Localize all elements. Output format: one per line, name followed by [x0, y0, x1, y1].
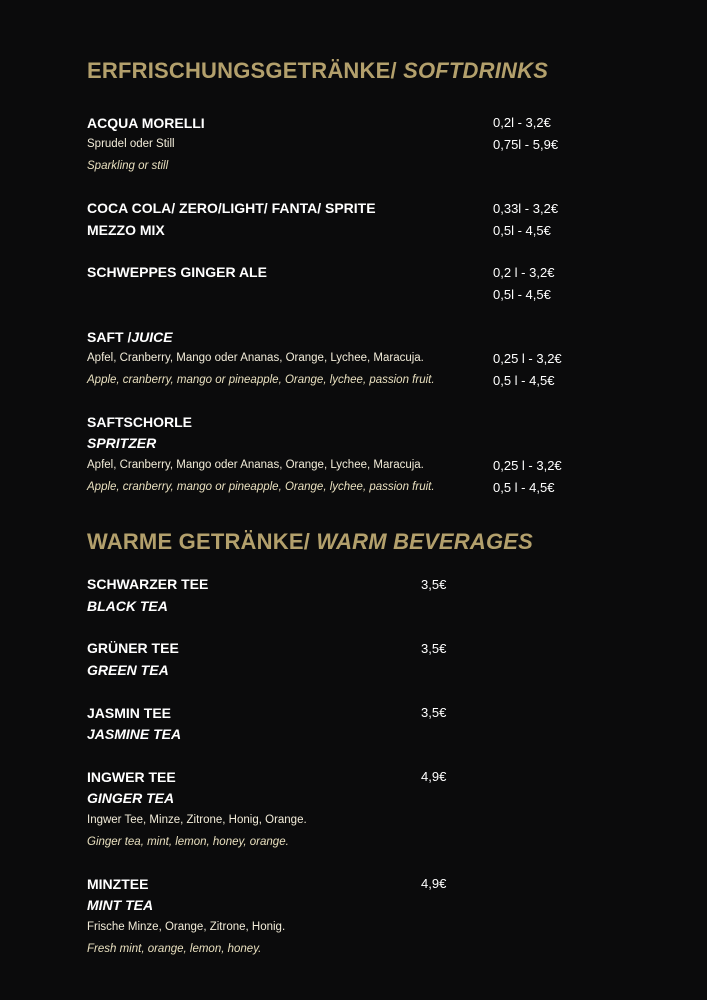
item-name-en: JASMINE TEA	[87, 726, 182, 742]
item-price: 4,9€	[421, 769, 447, 784]
item-price: 0,2l - 3,2€	[493, 115, 551, 130]
item-price: 0,5 l - 4,5€	[493, 373, 555, 388]
item-desc-de: Ingwer Tee, Minze, Zitrone, Honig, Orange.	[87, 814, 307, 826]
item-name-en: SPRITZER	[87, 435, 157, 451]
item-desc-en: Apple, cranberry, mango or pineapple, Orange, lychee, passion fruit.	[87, 481, 435, 493]
item-desc-de: Apfel, Cranberry, Mango oder Ananas, Orange, Lychee, Maracuja.	[87, 352, 424, 364]
item-name: SCHWEPPES GINGER ALE	[87, 264, 267, 280]
item-price: 0,5l - 4,5€	[493, 287, 551, 302]
warm-beverages-title	[87, 529, 533, 555]
item-desc-en: Ginger tea, mint, lemon, honey, orange.	[87, 836, 289, 848]
item-price: 3,5€	[421, 705, 447, 720]
item-desc-de: Sprudel oder Still	[87, 138, 175, 150]
item-desc-en: Fresh mint, orange, lemon, honey.	[87, 943, 262, 955]
item-name	[87, 329, 173, 345]
item-price: 0,33l - 3,2€	[493, 201, 559, 216]
item-name-de: SAFT /	[87, 329, 132, 345]
item-price: 3,5€	[421, 577, 447, 592]
item-name: SAFTSCHORLE	[87, 414, 192, 430]
item-desc-de: Frische Minze, Orange, Zitrone, Honig.	[87, 921, 286, 933]
item-name: INGWER TEE	[87, 769, 176, 785]
item-price: 4,9€	[421, 876, 447, 891]
item-name-secondary: MEZZO MIX	[87, 222, 165, 238]
item-name-en: JUICE	[131, 329, 173, 345]
item-price: 3,5€	[421, 641, 447, 656]
item-price: 0,25 l - 3,2€	[493, 351, 562, 366]
item-desc-en: Apple, cranberry, mango or pineapple, Orange, lychee, passion fruit.	[87, 374, 435, 386]
item-name: JASMIN TEE	[87, 705, 172, 721]
item-desc-en: Sparkling or still	[87, 160, 169, 172]
item-price: 0,25 l - 3,2€	[493, 458, 562, 473]
warm-title-de: WARME GETRÄNKE/	[87, 529, 310, 554]
item-price: 0,5 l - 4,5€	[493, 480, 555, 495]
item-price: 0,2 l - 3,2€	[493, 265, 555, 280]
item-name: MINZTEE	[87, 876, 149, 892]
softdrinks-title-de: ERFRISCHUNGSGETRÄNKE/	[87, 58, 397, 83]
item-name-en: BLACK TEA	[87, 598, 168, 614]
item-desc-de: Apfel, Cranberry, Mango oder Ananas, Orange, Lychee, Maracuja.	[87, 459, 424, 471]
item-name: GRÜNER TEE	[87, 640, 179, 656]
item-name-en: GINGER TEA	[87, 790, 175, 806]
item-name: SCHWARZER TEE	[87, 576, 209, 592]
item-name: COCA COLA/ ZERO/LIGHT/ FANTA/ SPRITE	[87, 200, 376, 216]
item-name: ACQUA MORELLI	[87, 115, 205, 131]
warm-title-en: WARM BEVERAGES	[316, 529, 534, 554]
item-price: 0,75l - 5,9€	[493, 137, 559, 152]
item-name-en: MINT TEA	[87, 897, 154, 913]
softdrinks-title	[87, 58, 548, 84]
item-name-en: GREEN TEA	[87, 662, 169, 678]
item-price: 0,5l - 4,5€	[493, 223, 551, 238]
softdrinks-title-en: SOFTDRINKS	[403, 58, 549, 83]
